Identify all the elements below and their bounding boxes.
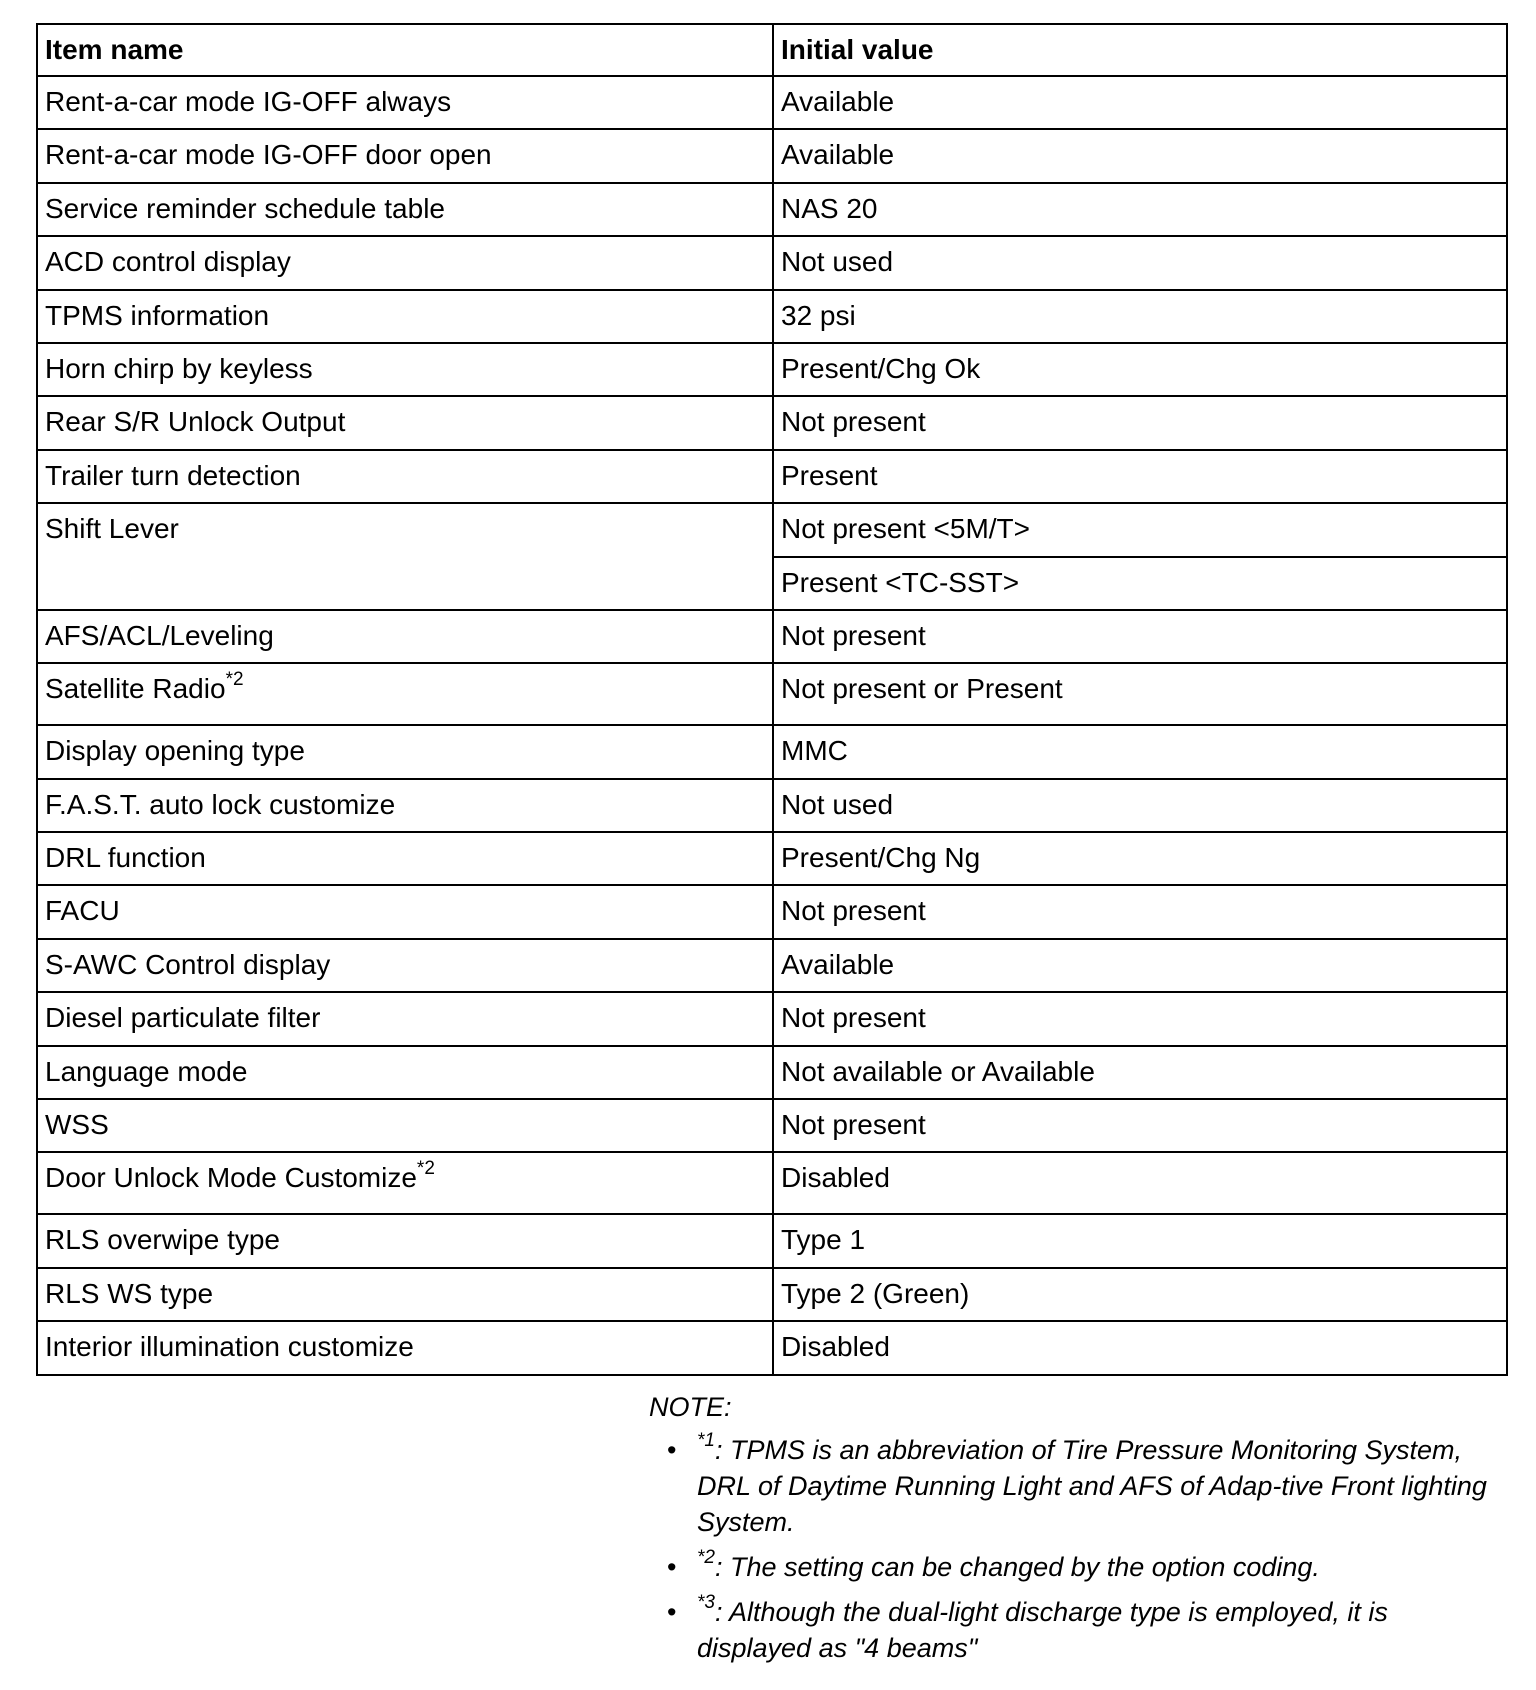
bullet-icon: • <box>667 1552 677 1582</box>
table-row <box>37 832 1507 885</box>
table-row <box>37 396 1507 449</box>
table-row <box>37 992 1507 1045</box>
footnote-marker: *1 <box>697 1430 715 1451</box>
initial-value-cell: Disabled <box>773 1152 1507 1214</box>
item-name: RLS WS type <box>45 1277 214 1309</box>
table-row <box>37 290 1507 343</box>
initial-value-cell: Present/Chg Ng <box>773 832 1507 885</box>
note-title: NOTE: <box>649 1392 732 1422</box>
item-name-cell <box>37 503 773 610</box>
note-text: : TPMS is an abbreviation of Tire Pressure Monitoring System, DRL of Daytime Running Light and AFS of Adap-tive Front lighting System. <box>697 1435 1487 1537</box>
item-name-cell <box>37 290 773 343</box>
table-row <box>37 725 1507 778</box>
item-name: S-AWC Control display <box>45 948 331 980</box>
table-row <box>37 610 1507 663</box>
initial-value-cell: Not present <box>773 610 1507 663</box>
note-text: : The setting can be changed by the option coding. <box>714 1552 1320 1582</box>
initial-value-cell: Available <box>773 129 1507 182</box>
initial-value-cell: Available <box>773 76 1507 129</box>
initial-value-cell: Not present <5M/T> <box>773 503 1507 556</box>
initial-value-cell: MMC <box>773 725 1507 778</box>
table-row <box>37 129 1507 182</box>
item-name-cell <box>37 939 773 992</box>
item-name-cell <box>37 885 773 938</box>
bullet-icon: • <box>667 1435 677 1465</box>
item-name: WSS <box>45 1109 109 1141</box>
item-name-cell <box>37 1321 773 1374</box>
initial-values-table <box>36 23 1508 1376</box>
item-name: Diesel particulate filter <box>45 1002 321 1034</box>
initial-value-cell: Type 2 (Green) <box>773 1268 1507 1321</box>
initial-value-cell: Present/Chg Ok <box>773 343 1507 396</box>
footnote-ref: *2 <box>225 668 244 690</box>
item-name: Rent-a-car mode IG-OFF door open <box>45 139 492 171</box>
table-row <box>37 939 1507 992</box>
item-name: DRL function <box>45 842 206 874</box>
table-row <box>37 343 1507 396</box>
item-name-cell <box>37 992 773 1045</box>
item-name-cell <box>37 1099 773 1152</box>
table-row <box>37 503 1507 556</box>
item-name: Satellite Radio <box>45 673 226 705</box>
initial-value-cell: Not present <box>773 396 1507 449</box>
initial-value-cell: Available <box>773 939 1507 992</box>
item-name-cell <box>37 725 773 778</box>
footnote-marker: *2 <box>697 1547 715 1568</box>
item-name-cell <box>37 129 773 182</box>
item-name-cell <box>37 76 773 129</box>
initial-value-cell: Present <TC-SST> <box>773 557 1507 610</box>
bullet-icon: • <box>667 1597 677 1627</box>
table-row <box>37 779 1507 832</box>
item-name: Service reminder schedule table <box>45 192 445 224</box>
item-name: AFS/ACL/Leveling <box>45 619 274 651</box>
item-name-cell <box>37 832 773 885</box>
item-name-cell <box>37 779 773 832</box>
item-name-cell <box>37 183 773 236</box>
initial-value-cell: Not present <box>773 992 1507 1045</box>
item-name: Door Unlock Mode Customize <box>45 1162 417 1194</box>
initial-value-cell: Not used <box>773 236 1507 289</box>
note-item <box>649 1432 1497 1540</box>
table-row <box>37 236 1507 289</box>
item-name: Trailer turn detection <box>45 459 301 491</box>
item-name-cell <box>37 1152 773 1214</box>
note-item <box>649 1549 1497 1585</box>
table-row <box>37 1099 1507 1152</box>
footnote-ref: *2 <box>416 1158 435 1180</box>
item-name-cell <box>37 1268 773 1321</box>
item-name: Shift Lever <box>45 513 179 545</box>
note-section <box>649 1392 1497 1675</box>
table-row <box>37 663 1507 725</box>
item-name: TPMS information <box>45 299 270 331</box>
initial-value-cell: Not present or Present <box>773 663 1507 725</box>
header-initial-value: Initial value <box>773 24 1507 76</box>
table-row <box>37 76 1507 129</box>
table-row <box>37 1046 1507 1099</box>
item-name: Interior illumination customize <box>45 1331 414 1363</box>
header-item-name: Item name <box>37 24 773 76</box>
table-row <box>37 450 1507 503</box>
item-name: Display opening type <box>45 735 305 767</box>
item-name: RLS overwipe type <box>45 1224 281 1256</box>
item-name: ACD control display <box>45 246 291 278</box>
note-list <box>649 1432 1497 1666</box>
item-name-cell <box>37 1214 773 1267</box>
table-row <box>37 1321 1507 1374</box>
item-name-cell <box>37 663 773 725</box>
table-row <box>37 183 1507 236</box>
item-name-cell <box>37 610 773 663</box>
note-item <box>649 1594 1497 1666</box>
item-name: Language mode <box>45 1055 248 1087</box>
item-name-cell <box>37 236 773 289</box>
item-name-cell <box>37 396 773 449</box>
item-name: Horn chirp by keyless <box>45 352 313 384</box>
table-row <box>37 885 1507 938</box>
table-header-row <box>37 24 1507 76</box>
initial-value-cell: 32 psi <box>773 290 1507 343</box>
initial-value-cell: Not available or Available <box>773 1046 1507 1099</box>
table-row <box>37 1268 1507 1321</box>
note-text: : Although the dual-light discharge type is employed, it is displayed as "4 beams" <box>697 1597 1388 1663</box>
footnote-marker: *3 <box>697 1592 715 1613</box>
item-name: F.A.S.T. auto lock customize <box>45 788 396 820</box>
initial-value-cell: NAS 20 <box>773 183 1507 236</box>
initial-value-cell: Type 1 <box>773 1214 1507 1267</box>
table-row <box>37 1214 1507 1267</box>
initial-value-cell: Disabled <box>773 1321 1507 1374</box>
item-name: Rent-a-car mode IG-OFF always <box>45 86 452 117</box>
initial-value-cell: Not present <box>773 885 1507 938</box>
item-name-cell <box>37 343 773 396</box>
initial-value-cell: Present <box>773 450 1507 503</box>
item-name: Rear S/R Unlock Output <box>45 406 346 438</box>
item-name-cell <box>37 1046 773 1099</box>
initial-value-cell: Not used <box>773 779 1507 832</box>
initial-value-cell: Not present <box>773 1099 1507 1152</box>
item-name-cell <box>37 450 773 503</box>
item-name: FACU <box>45 895 120 927</box>
table-row <box>37 1152 1507 1214</box>
